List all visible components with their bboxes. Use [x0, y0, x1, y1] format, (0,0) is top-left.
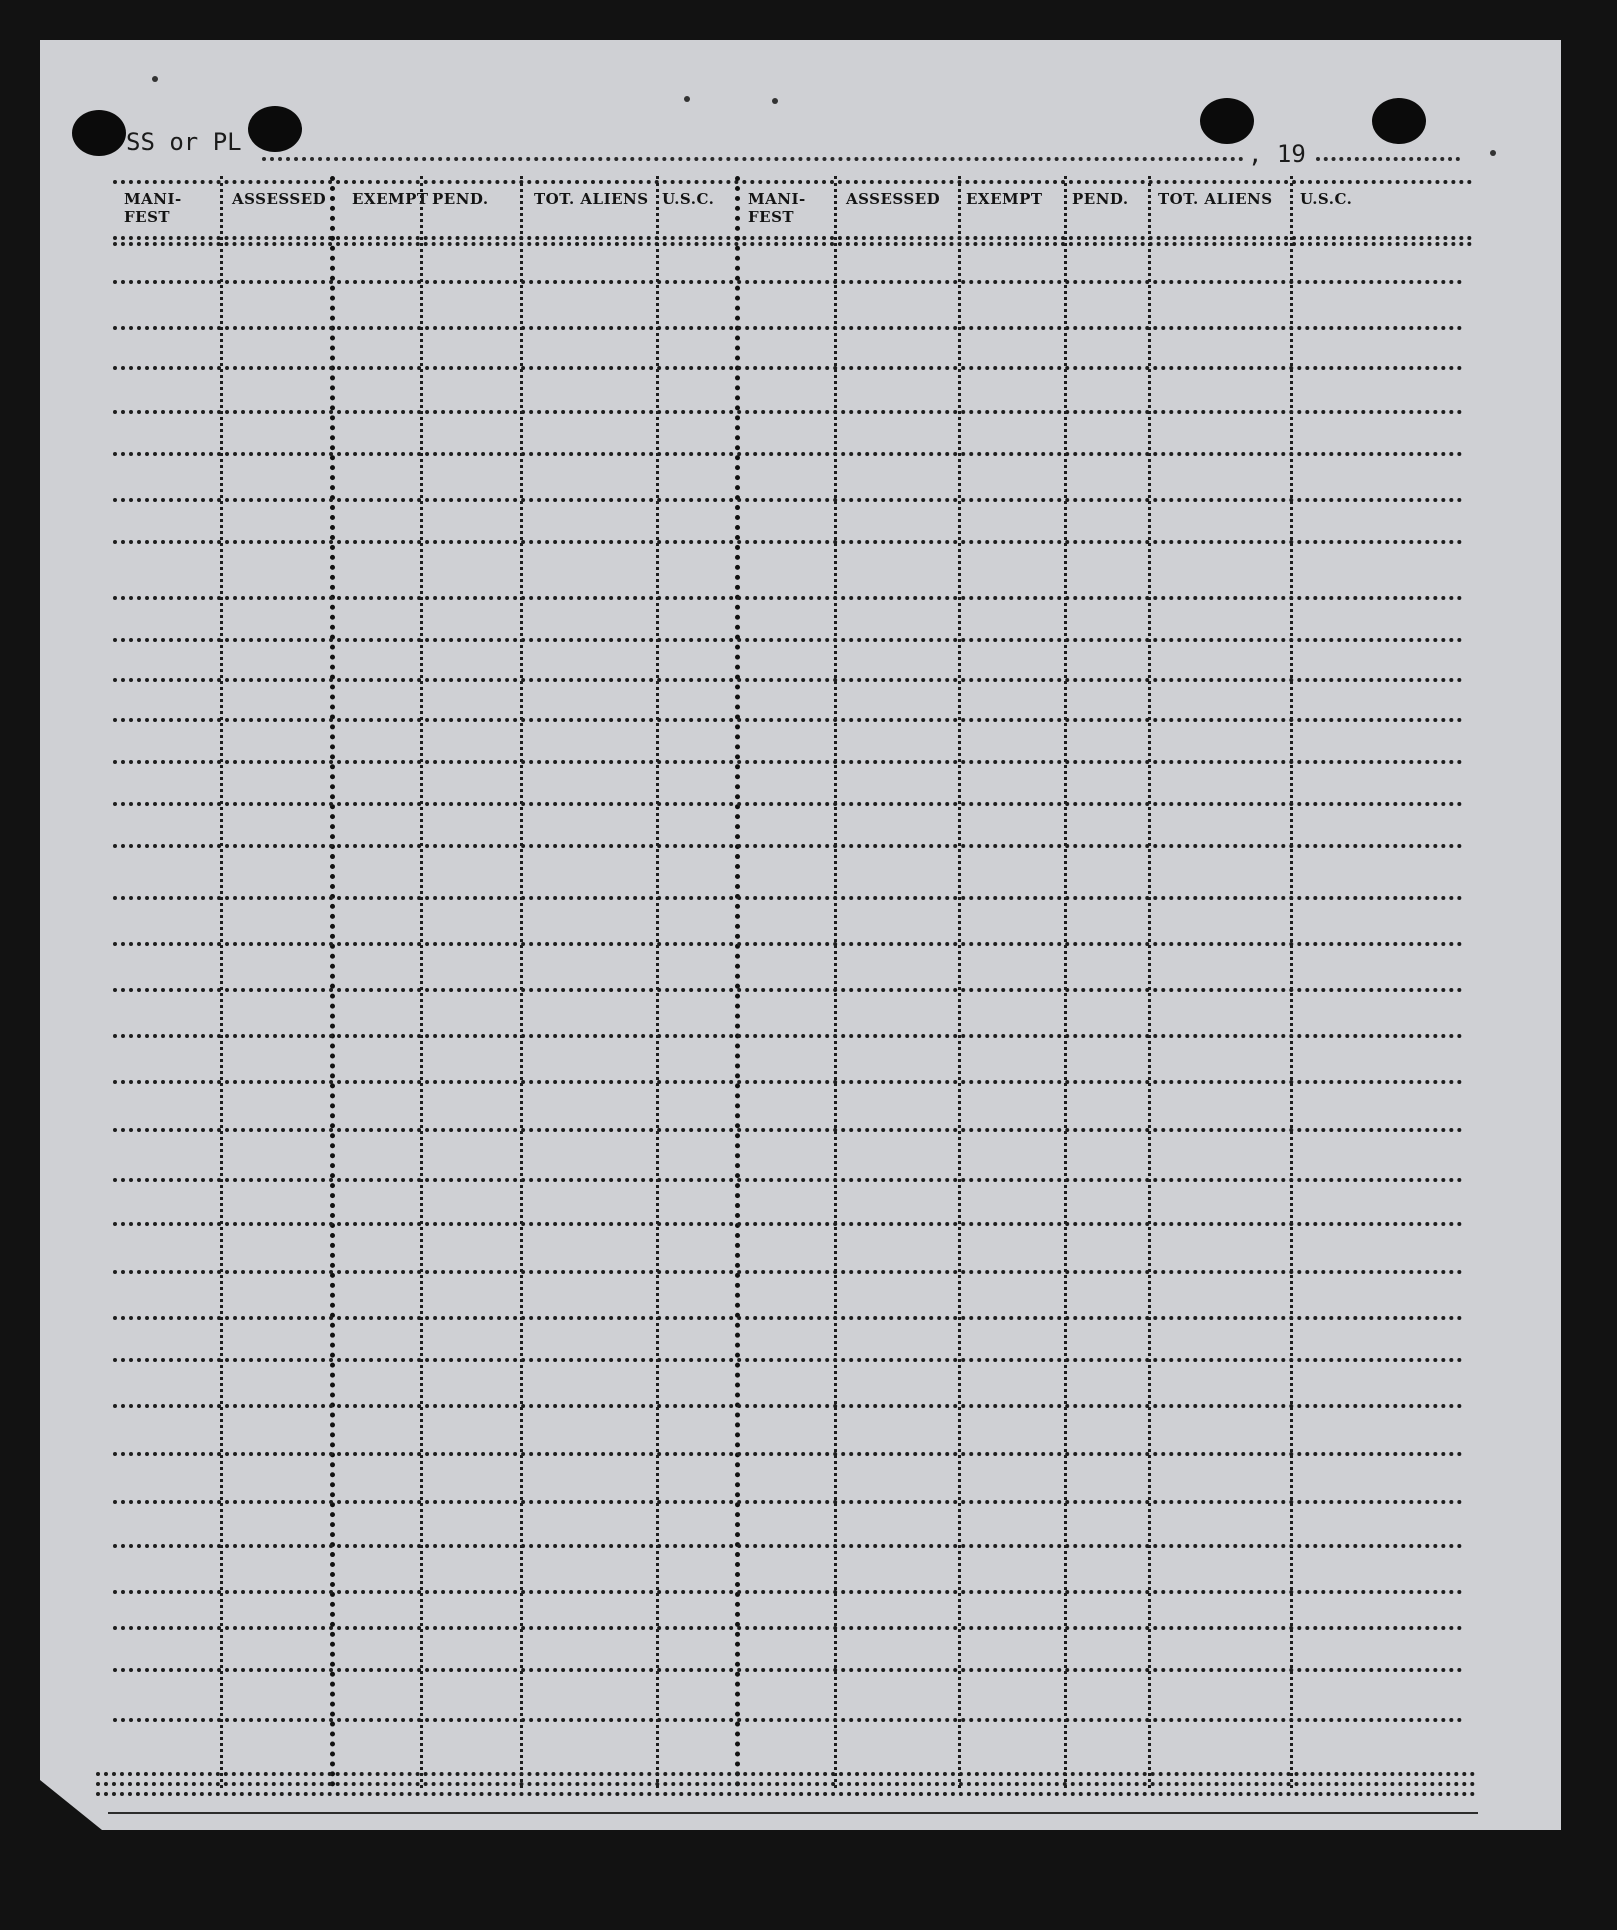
- row-line: [113, 1544, 1463, 1548]
- punch-hole: [1200, 98, 1254, 144]
- row-line: [113, 1316, 1463, 1320]
- row-line: [113, 718, 1463, 722]
- speck-mark: [152, 76, 158, 82]
- row-line: [113, 1452, 1463, 1456]
- header-top-rule: [113, 180, 1473, 184]
- row-line: [113, 498, 1463, 502]
- footer-rule-2: [96, 1782, 1476, 1786]
- row-line: [113, 1626, 1463, 1630]
- sheet-bottom-rule: [108, 1812, 1478, 1814]
- row-line: [113, 452, 1463, 456]
- row-line: [113, 326, 1463, 330]
- col-assessed-left: ASSESSED: [232, 190, 327, 208]
- col-manifest-right: MANI- FEST: [748, 190, 806, 226]
- col-usc-right: U.S.C.: [1300, 190, 1353, 208]
- speck-mark: [1490, 150, 1496, 156]
- header-bottom-rule: [113, 236, 1473, 240]
- row-line: [113, 280, 1463, 284]
- speck-mark: [684, 96, 690, 102]
- row-line: [113, 896, 1463, 900]
- punch-hole: [248, 106, 302, 152]
- speck-mark: [772, 98, 778, 104]
- col-pend-right: PEND.: [1072, 190, 1129, 208]
- row-line: [113, 1590, 1463, 1594]
- footer-rule-3: [96, 1792, 1476, 1796]
- col-usc-left: U.S.C.: [662, 190, 715, 208]
- row-line: [113, 1034, 1463, 1038]
- row-line: [113, 1718, 1463, 1722]
- row-line: [113, 760, 1463, 764]
- footer-rule: [96, 1772, 1476, 1776]
- year-label: , 19: [1248, 140, 1306, 168]
- year-fill-line: [1316, 157, 1460, 161]
- row-line: [113, 1128, 1463, 1132]
- col-manifest-left: MANI- FEST: [124, 190, 182, 226]
- row-line: [113, 1358, 1463, 1362]
- row-line: [113, 678, 1463, 682]
- row-line: [113, 1500, 1463, 1504]
- row-line: [113, 1080, 1463, 1084]
- row-line: [113, 540, 1463, 544]
- col-assessed-right: ASSESSED: [846, 190, 941, 208]
- row-line: [113, 1178, 1463, 1182]
- row-line: [113, 1668, 1463, 1672]
- row-line: [113, 942, 1463, 946]
- row-line: [113, 410, 1463, 414]
- row-line: [113, 1404, 1463, 1408]
- col-exempt-right: EXEMPT: [966, 190, 1043, 208]
- row-line: [113, 844, 1463, 848]
- row-line: [113, 638, 1463, 642]
- col-exempt-left: EXEMPT: [352, 190, 429, 208]
- row-line: [113, 1270, 1463, 1274]
- header-bottom-rule-2: [113, 242, 1473, 246]
- col-pend-left: PEND.: [432, 190, 489, 208]
- form-sheet: [40, 40, 1561, 1830]
- row-line: [113, 1222, 1463, 1226]
- vessel-fill-line: [262, 157, 1244, 161]
- row-line: [113, 802, 1463, 806]
- col-tot-aliens-right: TOT. ALIENS: [1158, 190, 1273, 208]
- row-line: [113, 596, 1463, 600]
- row-line: [113, 988, 1463, 992]
- punch-hole: [72, 110, 126, 156]
- col-tot-aliens-left: TOT. ALIENS: [534, 190, 649, 208]
- vessel-label: SS or PL: [126, 128, 242, 156]
- punch-hole: [1372, 98, 1426, 144]
- row-line: [113, 366, 1463, 370]
